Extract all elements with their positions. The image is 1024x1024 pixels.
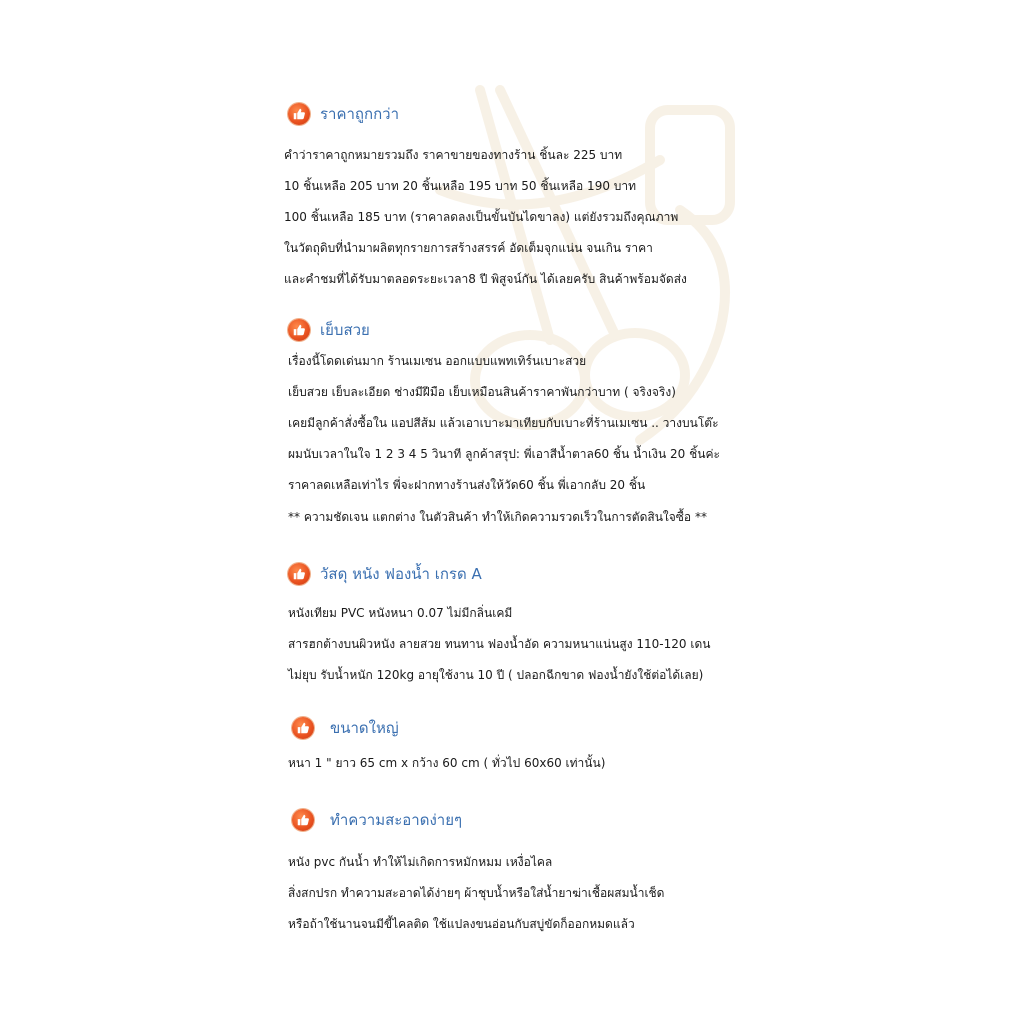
section-heading-cleaning: [292, 808, 462, 832]
section-title: วัสดุ หนัง ฟองน้ำ เกรด A: [320, 565, 482, 583]
body-line: สารฮกต้างบนผิวหนัง ลายสวย ทนทาน ฟองน้ำอัด ความหนาแน่นสูง 110-120 เดน: [288, 637, 711, 651]
section-title: ราคาถูกกว่า: [320, 105, 400, 123]
thumbs-up-icon: [288, 103, 310, 125]
body-line: และคำชมที่ได้รับมาตลอดระยะเวลา8 ปี พิสูจน์กัน ได้เลยครับ สินค้าพร้อมจัดส่ง: [284, 272, 687, 286]
body-line: 10 ชิ้นเหลือ 205 บาท 20 ชิ้นเหลือ 195 บาท 50 ชิ้นเหลือ 190 บาท: [284, 179, 637, 193]
thumbs-up-icon: [292, 809, 314, 831]
section-heading-size: [292, 716, 399, 740]
section-heading-cheaper: [288, 102, 399, 126]
body-line: เคยมีลูกค้าสั่งซื้อใน แอปสีส้ม แล้วเอาเบาะมาเทียบกับเบาะที่ร้านเมเซน .. วางบนโต๊ะ: [288, 416, 719, 430]
body-line: ราคาลดเหลือเท่าไร พี่จะฝากทางร้านส่งให้วัด60 ชิ้น พี่เอากลับ 20 ชิ้น: [288, 478, 646, 492]
body-line: 100 ชิ้นเหลือ 185 บาท (ราคาลดลงเป็นขั้นบันไดขาลง) แต่ยังรวมถึงคุณภาพ: [284, 210, 679, 224]
body-line: หนังเทียม PVC หนังหนา 0.07 ไม่มีกลิ่นเคมี: [288, 606, 513, 620]
body-line: หนัง pvc กันน้ำ ทำให้ไม่เกิดการหมักหมม เหงื่อไคล: [288, 855, 553, 869]
body-line: เย็บสวย เย็บละเอียด ช่างมีฝีมือ เย็บเหมือนสินค้าราคาพันกว่าบาท ( จริงจริง): [288, 385, 676, 399]
thumbs-up-icon: [288, 319, 310, 341]
body-line: เรื่องนี้โดดเด่นมาก ร้านเมเซน ออกแบบแพทเทิร์นเบาะสวย: [288, 354, 587, 368]
body-line: ** ความชัดเจน แตกต่าง ในตัวสินค้า ทำให้เกิดความรวดเร็วในการตัดสินใจซื้อ **: [288, 510, 707, 524]
section-title: ทำความสะอาดง่ายๆ: [330, 811, 463, 829]
thumbs-up-icon: [292, 717, 314, 739]
section-heading-stitching: [288, 318, 370, 342]
section-title: เย็บสวย: [320, 321, 370, 339]
body-line: ในวัตถุดิบที่นำมาผลิตทุกรายการสร้างสรรค์ อัดเต็มจุกแน่น จนเกิน ราคา: [284, 241, 653, 255]
thumbs-up-icon: [288, 563, 310, 585]
body-line: ไม่ยุบ รับน้ำหนัก 120kg อายุใช้งาน 10 ปี ( ปลอกฉีกขาด ฟองน้ำยังใช้ต่อได้เลย): [288, 668, 704, 682]
section-heading-materials: [288, 562, 482, 586]
body-line: สิ่งสกปรก ทำความสะอาดได้ง่ายๆ ผ้าชุบน้ำหรือใส่น้ำยาฆ่าเชื้อผสมน้ำเช็ด: [288, 886, 665, 900]
body-line: ผมนับเวลาในใจ 1 2 3 4 5 วินาที ลูกค้าสรุป: พี่เอาสีน้ำตาล60 ชิ้น น้ำเงิน 20 ชิ้นค่ะ: [288, 447, 720, 461]
body-line: คำว่าราคาถูกหมายรวมถึง ราคาขายของทางร้าน ชิ้นละ 225 บาท: [284, 148, 623, 162]
body-line: หรือถ้าใช้นานจนมีขี้ไคลติด ใช้แปลงขนอ่อนกับสบู่ขัดก็ออกหมดแล้ว: [288, 917, 635, 931]
section-title: ขนาดใหญ่: [330, 719, 399, 737]
body-line: หนา 1 " ยาว 65 cm x กว้าง 60 cm ( ทั่วไป 60x60 เท่านั้น): [288, 756, 606, 770]
